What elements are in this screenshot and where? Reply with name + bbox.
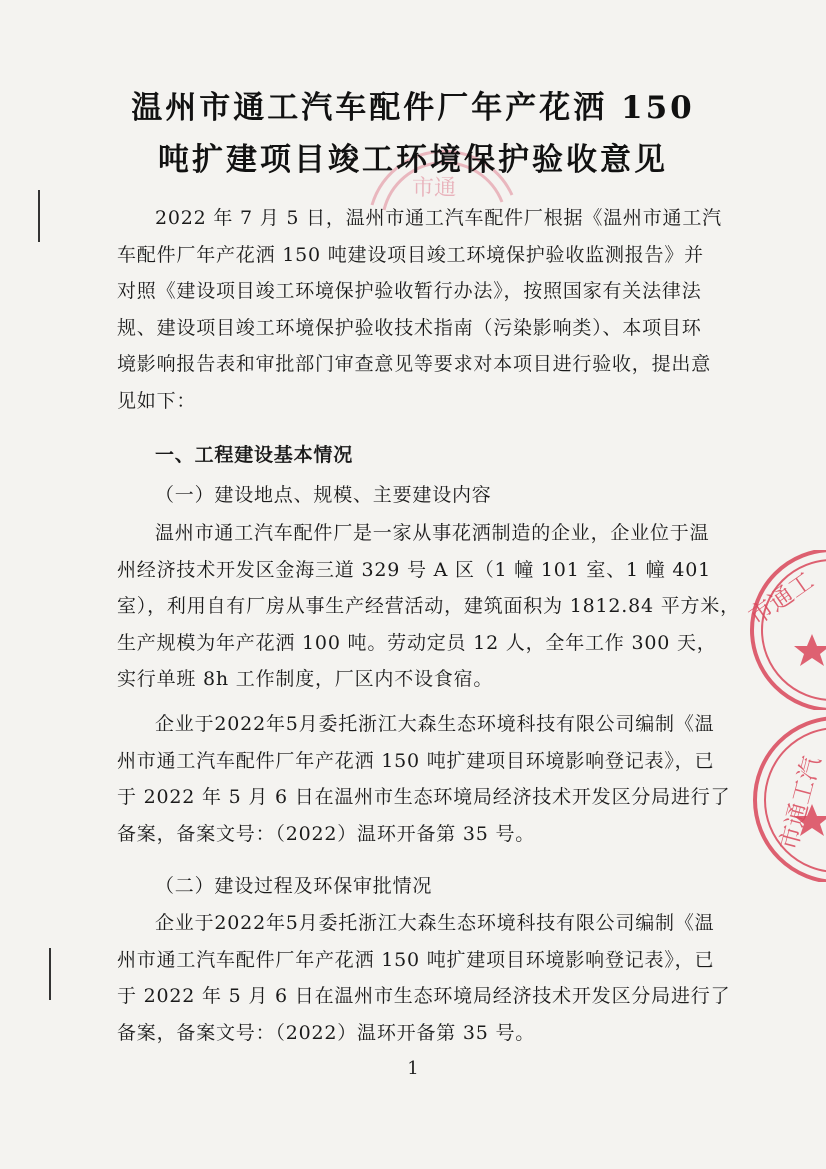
paragraph-line: 州经济技术开发区金海三道 329 号 A 区（1 幢 101 室、1 幢 401 <box>117 558 712 581</box>
subsection-paragraph <box>117 515 740 698</box>
paragraph-line: 实行单班 8h 工作制度，厂区内不设食宿。 <box>117 668 494 691</box>
paragraph-line: 于 2022 年 5 月 6 日在温州市生态环境局经济技术开发区分局进行了 <box>117 985 731 1008</box>
page-number: 1 <box>407 1058 419 1079</box>
binder-mark-bottom <box>49 948 51 1000</box>
seal-right-lower-text: 市通工汽 <box>774 753 826 854</box>
intro-paragraph <box>117 200 722 420</box>
seal-right-upper-text: 市通工 <box>743 566 819 631</box>
paragraph-line: 温州市通工汽车配件厂是一家从事花洒制造的企业，企业位于温 <box>155 522 710 544</box>
paragraph-line: 对照《建设项目竣工环境保护验收暂行办法》，按照国家有关法律法 <box>117 280 702 303</box>
paragraph-line: 于 2022 年 5 月 6 日在温州市生态环境局经济技术开发区分局进行了 <box>117 786 731 809</box>
subsection-paragraph <box>117 706 731 852</box>
subsection-paragraph <box>117 905 731 1051</box>
paragraph-line: 备案，备案文号：（2022）温环开备第 35 号。 <box>117 822 536 845</box>
binder-mark-top <box>38 190 40 242</box>
section-heading: 一、工程建设基本情况 <box>155 444 354 466</box>
star-icon <box>794 634 826 666</box>
seal-right-lower <box>732 712 826 882</box>
subsection-heading: （一）建设地点、规模、主要建设内容 <box>155 484 492 506</box>
paragraph-line: 室），利用自有厂房从事生产经营活动，建筑面积为 1812.84 平方米， <box>117 595 740 618</box>
paragraph-line: 企业于2022年5月委托浙江大森生态环境科技有限公司编制《温 <box>155 912 715 934</box>
paragraph-line: 备案，备案文号：（2022）温环开备第 35 号。 <box>117 1021 536 1044</box>
paragraph-line: 2022 年 7 月 5 日，温州市通工汽车配件厂根据《温州市通工汽 <box>155 207 722 229</box>
paragraph-line: 州市通工汽车配件厂年产花洒 150 吨扩建项目环境影响登记表》，已 <box>117 749 715 772</box>
paragraph-line: 州市通工汽车配件厂年产花洒 150 吨扩建项目环境影响登记表》，已 <box>117 948 715 971</box>
paragraph-line: 见如下： <box>117 389 197 412</box>
seal-right-upper <box>732 550 826 710</box>
paragraph-line: 生产规模为年产花洒 100 吨。劳动定员 12 人，全年工作 300 天， <box>117 631 717 654</box>
subsection-heading: （二）建设过程及环保审批情况 <box>155 875 433 897</box>
paragraph-line: 企业于2022年5月委托浙江大森生态环境科技有限公司编制《温 <box>155 713 715 735</box>
title-line: 温州市通工汽车配件厂年产花洒 150 <box>131 90 695 126</box>
seal-top-text: 市通 <box>412 176 457 201</box>
paragraph-line: 规、建设项目竣工环境保护验收技术指南（污染影响类）、本项目环 <box>117 316 702 339</box>
document-title <box>100 82 726 186</box>
paragraph-line: 境影响报告表和审批部门审查意见等要求对本项目进行验收，提出意 <box>117 353 712 376</box>
paragraph-line: 车配件厂年产花洒 150 吨建设项目竣工环境保护验收监测报告》并 <box>117 243 704 266</box>
title-line: 吨扩建项目竣工环境保护验收意见 <box>158 142 668 178</box>
